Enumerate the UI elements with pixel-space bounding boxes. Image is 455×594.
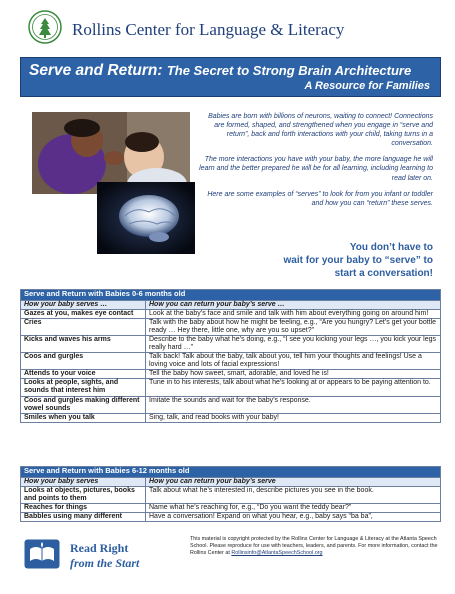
table-row <box>21 370 441 379</box>
serve-cell: Kicks and waves his arms <box>21 336 146 353</box>
open-book-icon <box>24 539 60 569</box>
title-rest: The Secret to Strong Brain Architecture <box>166 63 412 78</box>
copyright-text: This material is copyright protected by the Rollins Center for Language & Literacy at the Atlanta Speech School. Please reproduce for use with teachers, leaders, and parents. For more information, contact the Rollins Center at <box>190 536 438 557</box>
table-0-6-months <box>20 289 441 423</box>
callout-line-2: wait for your baby to “serve” to <box>283 255 433 266</box>
table-row <box>21 413 441 422</box>
footer-brand-line-1: Read Right <box>70 541 129 555</box>
contact-email-link[interactable]: Rollinsinfo@AtlantaSpeechSchool.org <box>231 550 323 557</box>
return-cell: Describe to the baby what he’s doing, e.g., “I see you kicking your legs …, you kick your legs really hard …” <box>146 336 441 353</box>
page-header <box>14 6 444 50</box>
column-header-serve: How your baby serves <box>21 478 146 487</box>
serve-cell: Smiles when you talk <box>21 413 146 422</box>
brain-photo <box>97 182 195 254</box>
serve-cell: Coos and gurgles making different vowel sounds <box>21 396 146 413</box>
return-cell: Talk about what he’s interested in, describe pictures you see in the book. <box>146 487 441 504</box>
intro-text <box>198 112 433 215</box>
table-row <box>21 396 441 413</box>
serve-cell: Coos and gurgles <box>21 353 146 370</box>
callout-line-1: You don’t have to <box>349 242 433 253</box>
table-title: Serve and Return with Babies 0-6 months old <box>21 290 441 301</box>
table-6-12-months <box>20 466 441 522</box>
table-title-row <box>21 290 441 301</box>
callout-line-3: start a conversation! <box>334 268 433 279</box>
footer-brand-line-2: from the Start <box>70 556 140 570</box>
return-cell: Talk with the baby about how he might be feeling, e.g., “Are you hungry? Let’s get your bottle ready … Hey there, little one, why are you so upset?” <box>146 319 441 336</box>
column-header-serve: How your baby serves … <box>21 301 146 310</box>
callout-text <box>218 241 433 280</box>
table-row <box>21 513 441 522</box>
table-row <box>21 336 441 353</box>
serve-cell: Looks at people, sights, and sounds that interest him <box>21 379 146 396</box>
return-cell: Tune in to his interests, talk about what he’s looking at or appears to be paying attention to. <box>146 379 441 396</box>
return-cell: Sing, talk, and read books with your baby! <box>146 413 441 422</box>
page-title <box>29 62 411 80</box>
column-header-return: How you can return your baby’s serve <box>146 478 441 487</box>
table-header-row <box>21 478 441 487</box>
serve-cell: Reaches for things <box>21 504 146 513</box>
return-cell: Talk back! Talk about the baby, talk about you, tell him your thoughts and feelings! Use a loving voice and lots of facial expressions! <box>146 353 441 370</box>
serve-cell: Looks at objects, pictures, books and points to them <box>21 487 146 504</box>
return-cell: Tell the baby how sweet, smart, adorable, and loved he is! <box>146 370 441 379</box>
serve-cell: Babbles using many different <box>21 513 146 522</box>
page-subtitle: A Resource for Families <box>304 80 430 92</box>
table-title: Serve and Return with Babies 6-12 months old <box>21 467 441 478</box>
return-cell: Have a conversation! Expand on what you hear, e.g., baby says “ba ba”, <box>146 513 441 522</box>
intro-paragraph-2: The more interactions you have with your baby, the more language he will learn and the better prepared he will be for all learning, including learning to read later on. <box>199 156 433 182</box>
table-row <box>21 353 441 370</box>
table-row <box>21 487 441 504</box>
table-row <box>21 310 441 319</box>
return-cell: Look at the baby’s face and smile and talk with him about everything going on around him! <box>146 310 441 319</box>
intro-paragraph-3: Here are some examples of “serves” to look for from you infant or toddler and how you can “return” these serves. <box>207 190 433 207</box>
table-header-row <box>21 301 441 310</box>
return-cell: Imitate the sounds and wait for the baby’s response. <box>146 396 441 413</box>
serve-cell: Gazes at you, makes eye contact <box>21 310 146 319</box>
seal-logo-icon <box>28 10 62 44</box>
table-row <box>21 504 441 513</box>
intro-paragraph-1: Babies are born with billions of neurons, waiting to connect! Connections are formed, shaped, and strengthened when you engage in “serve and return”, back and forth interactions with your child, taking turns in a conversation. <box>208 113 433 148</box>
copyright-notice <box>190 536 440 557</box>
return-cell: Name what he’s reaching for, e.g., “Do you want the teddy bear?” <box>146 504 441 513</box>
org-name: Rollins Center for Language & Literacy <box>72 20 345 39</box>
title-banner <box>20 57 441 97</box>
column-header-return: How you can return your baby’s serve … <box>146 301 441 310</box>
serve-cell: Attends to your voice <box>21 370 146 379</box>
title-lead: Serve and Return: <box>29 62 163 79</box>
table-row <box>21 379 441 396</box>
serve-cell: Cries <box>21 319 146 336</box>
table-row <box>21 319 441 336</box>
table-title-row <box>21 467 441 478</box>
read-right-logo <box>22 537 160 577</box>
